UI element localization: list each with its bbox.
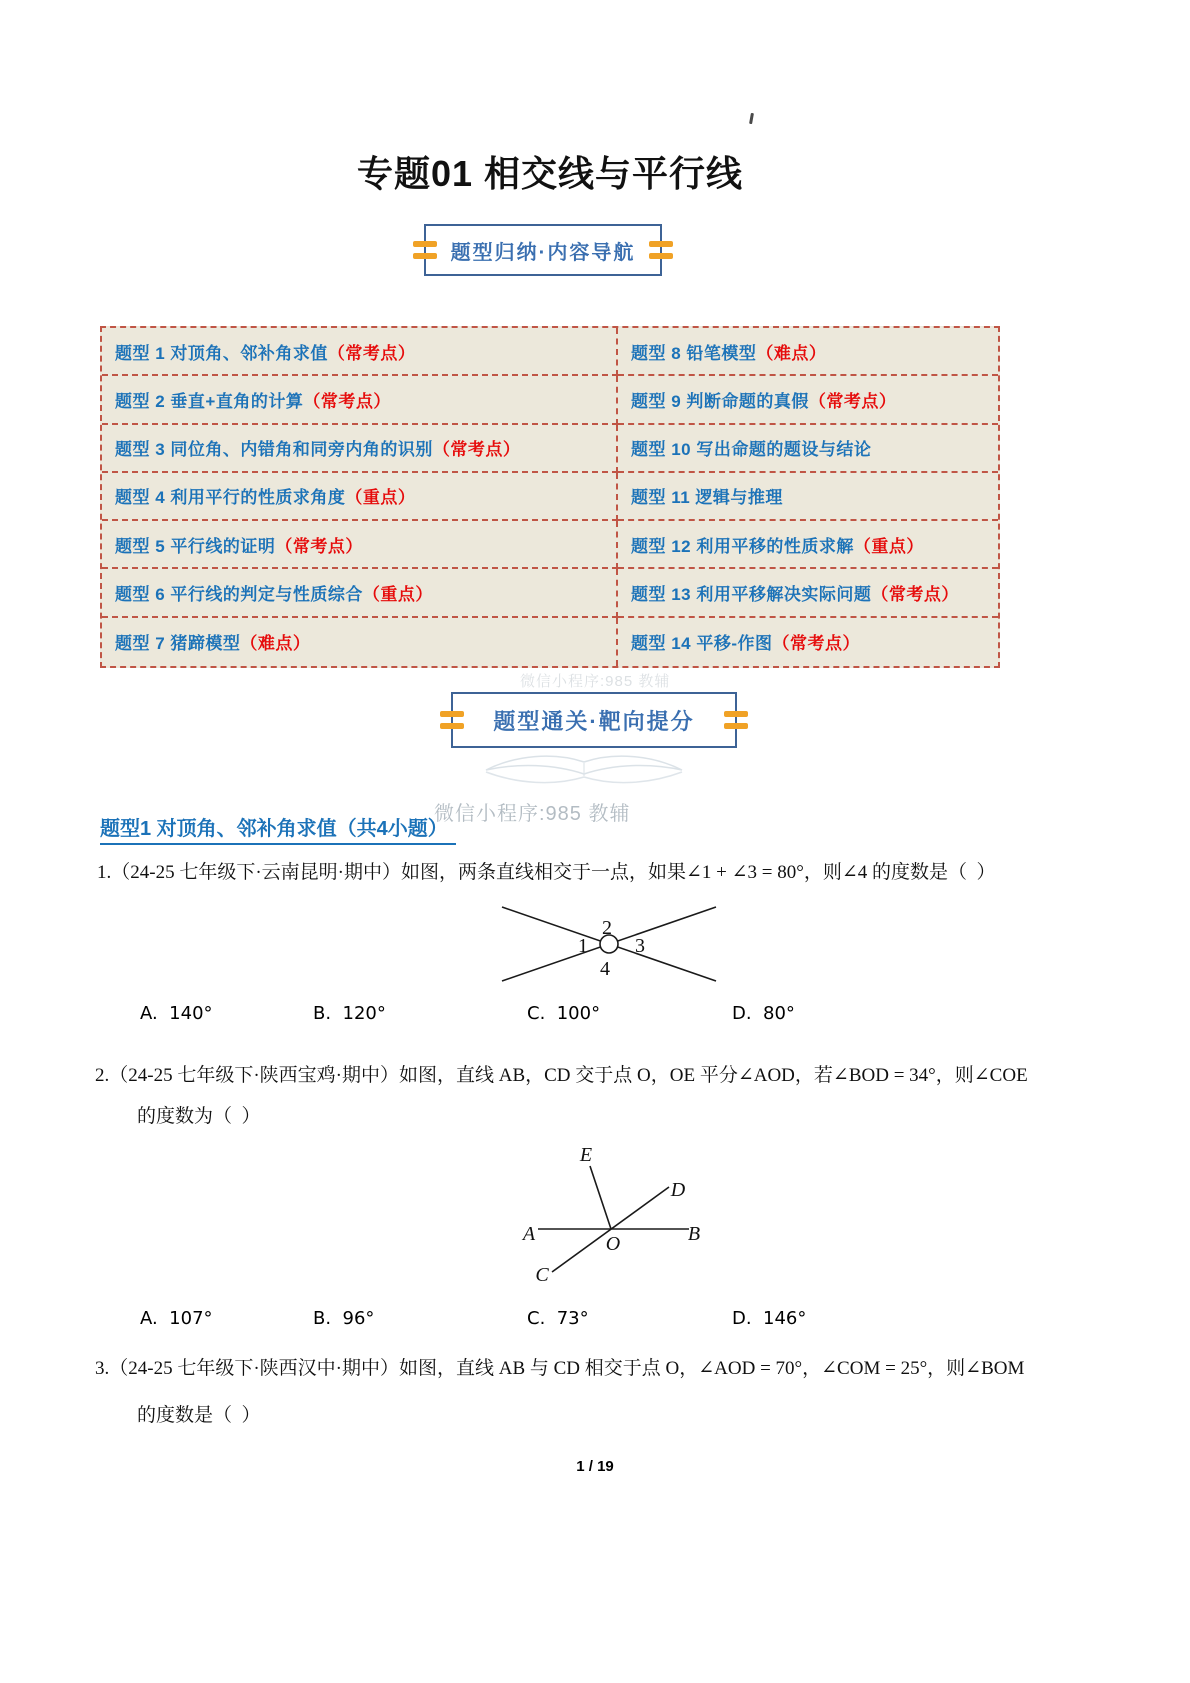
ray-OE — [590, 1166, 611, 1229]
page-number: 1 / 19 — [576, 1458, 614, 1475]
toc-item-label: 题型 5 平行线的证明 — [115, 536, 276, 556]
toc-item-label: 题型 10 写出命题的题设与结论 — [631, 440, 872, 460]
stray-caret-mark — [749, 113, 754, 124]
banner-practice — [451, 692, 737, 748]
toc-item-9 — [618, 376, 998, 424]
toc-item-label: 题型 7 猪蹄模型 — [115, 634, 241, 654]
point-label-C: C — [535, 1264, 549, 1286]
toc-item-1 — [102, 328, 618, 376]
toc-item-tag: （常考点） — [808, 391, 897, 411]
banner-nav — [424, 224, 662, 276]
toc-item-label: 题型 11 逻辑与推理 — [631, 488, 783, 508]
toc-item-tag: （难点） — [240, 634, 311, 654]
toc-item-tag: （常考点） — [303, 391, 391, 411]
question-2-options — [0, 1308, 1190, 1332]
option-b: B. 120° — [313, 1003, 386, 1024]
toc-item-label: 题型 6 平行线的判定与性质综合 — [115, 585, 363, 605]
toc-item-11 — [618, 473, 998, 521]
page-title: 专题01 相交线与平行线 — [356, 153, 744, 194]
option-d: D. 80° — [732, 1003, 795, 1024]
option-a: A. 107° — [140, 1308, 213, 1329]
watermark-text: 微信小程序:985 教辅 — [434, 803, 631, 825]
toc-item-5 — [102, 521, 618, 569]
question-2-text-line2: 的度数为（ ） — [137, 1106, 261, 1127]
toc-item-4 — [102, 473, 618, 521]
toc-item-14 — [618, 618, 998, 666]
toc-item-tag: （常考点） — [772, 634, 861, 654]
option-d: D. 146° — [732, 1308, 807, 1329]
point-label-A: A — [522, 1223, 536, 1245]
toc-item-7 — [102, 618, 618, 666]
toc-item-label: 题型 9 判断命题的真假 — [631, 391, 809, 411]
toc-item-tag: （常考点） — [871, 585, 959, 605]
toc-item-label: 题型 12 利用平移的性质求解 — [631, 536, 854, 556]
toc-item-8 — [618, 328, 998, 376]
toc-item-label: 题型 2 垂直+直角的计算 — [115, 391, 304, 411]
option-a: A. 140° — [140, 1003, 213, 1024]
question-3-text-line2: 的度数是（ ） — [137, 1405, 261, 1426]
toc-item-label: 题型 14 平移-作图 — [631, 634, 773, 654]
toc-item-tag: （重点） — [362, 585, 433, 605]
toc-item-tag: （重点） — [345, 488, 416, 508]
angle-label-1: 1 — [578, 935, 588, 957]
toc-item-3 — [102, 425, 618, 473]
toc-item-10 — [618, 425, 998, 473]
point-label-E: E — [579, 1144, 593, 1166]
toc-item-label: 题型 1 对顶角、邻补角求值 — [115, 343, 328, 363]
point-label-O: O — [605, 1233, 621, 1255]
toc-item-tag: （常考点） — [275, 536, 363, 556]
toc-item-tag: （常考点） — [327, 343, 416, 363]
angle-label-4: 4 — [600, 958, 610, 980]
angle-label-2: 2 — [602, 917, 612, 939]
toc-item-label: 题型 3 同位角、内错角和同旁内角的识别 — [115, 440, 433, 460]
watermark-text-faint: 微信小程序:985 教辅 — [520, 673, 671, 690]
question-2-text-line1: 2.（24-25 七年级下·陕西宝鸡·期中）如图，直线 AB，CD 交于点 O，OE 平分∠AOD，若∠BOD = 34°，则∠COE — [95, 1065, 1028, 1086]
option-b: B. 96° — [313, 1308, 375, 1329]
toc-item-6 — [102, 569, 618, 617]
point-label-D: D — [670, 1179, 686, 1201]
toc-item-2 — [102, 376, 618, 424]
section-1-heading: 题型1 对顶角、邻补角求值（共4小题） — [100, 812, 456, 845]
banner-practice-title: 题型通关·靶向提分 — [493, 708, 695, 734]
toc-item-13 — [618, 569, 998, 617]
option-c: C. 73° — [527, 1308, 589, 1329]
toc-table — [100, 326, 1000, 668]
question-1-text: 1.（24-25 七年级下·云南昆明·期中）如图，两条直线相交于一点，如果∠1 + ∠3 = 80°，则∠4 的度数是（ ） — [97, 862, 996, 883]
toc-item-tag: （难点） — [756, 343, 827, 363]
toc-item-tag: （常考点） — [432, 440, 521, 460]
question-3-text-line1: 3.（24-25 七年级下·陕西汉中·期中）如图，直线 AB 与 CD 相交于点 O，∠AOD = 70°，∠COM = 25°，则∠BOM — [95, 1358, 1025, 1379]
book-watermark-icon — [478, 750, 690, 792]
banner-equals-left-icon — [440, 711, 464, 729]
figure-q2-lines-ab-cd-oe — [485, 1140, 725, 1292]
question-1-options — [0, 1003, 1190, 1027]
banner-nav-title: 题型归纳·内容导航 — [450, 241, 636, 264]
option-c: C. 100° — [527, 1003, 601, 1024]
toc-item-tag: （重点） — [853, 536, 924, 556]
toc-item-label: 题型 13 利用平移解决实际问题 — [631, 585, 872, 605]
toc-item-label: 题型 8 铅笔模型 — [631, 343, 757, 363]
toc-item-12 — [618, 521, 998, 569]
point-label-B: B — [687, 1223, 701, 1245]
toc-item-label: 题型 4 利用平行的性质求角度 — [115, 488, 346, 508]
angle-label-3: 3 — [635, 935, 645, 957]
banner-equals-right-icon — [724, 711, 748, 729]
figure-q1-crossing-lines — [494, 898, 722, 988]
banner-equals-left-icon — [413, 241, 437, 259]
banner-equals-right-icon — [649, 241, 673, 259]
